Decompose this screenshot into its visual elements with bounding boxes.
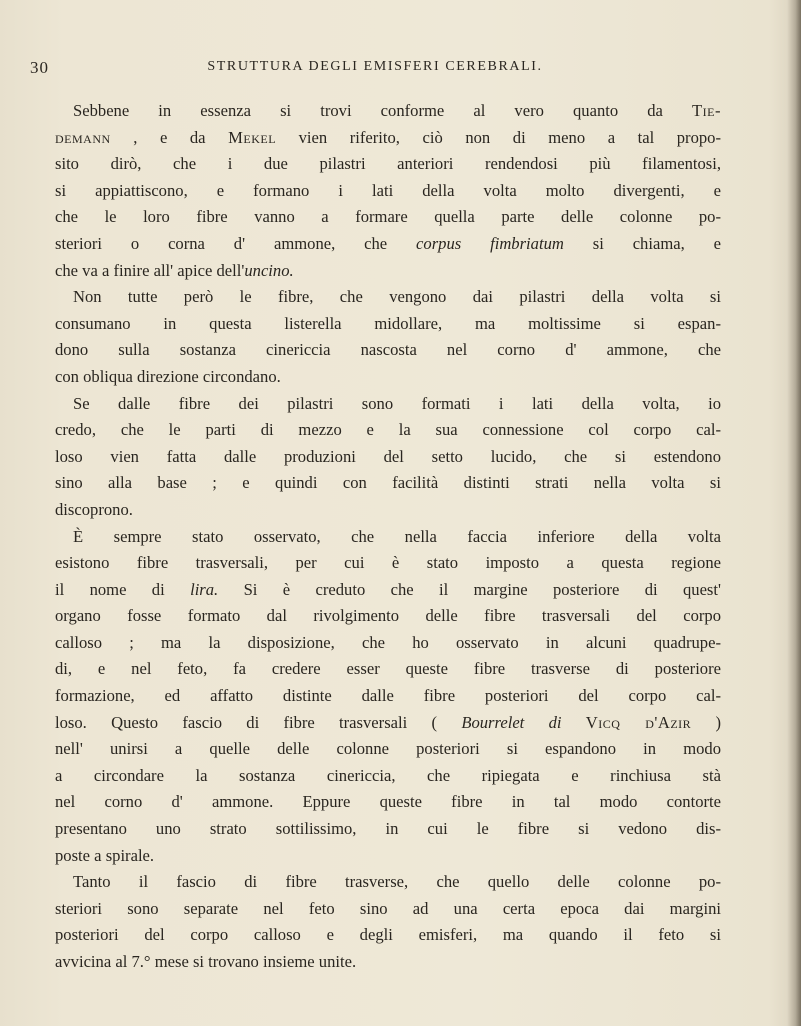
text-run: dono sulla sostanza cinericcia nascosta nel corno d' ammone, che xyxy=(55,340,721,360)
text-line xyxy=(55,603,721,630)
text-run: il nome di xyxy=(55,579,191,599)
text-run: credo, che le parti di mezzo e la sua connessione col corpo cal- xyxy=(55,420,721,440)
text-line xyxy=(55,125,721,152)
text-run: nel corno d' ammone. Eppure queste fibre in tal modo contorte xyxy=(55,792,721,812)
text-line xyxy=(55,98,721,125)
page-number: 30 xyxy=(30,58,49,77)
text-run: di, e nel feto, fa credere esser queste fibre trasverse di posteriore xyxy=(55,659,721,679)
text-line xyxy=(55,922,721,949)
text-line xyxy=(55,178,721,205)
text-line xyxy=(55,656,721,683)
text-run: steriori sono separate nel feto sino ad una certa epoca dai margini xyxy=(55,898,721,918)
text-line xyxy=(55,497,721,524)
text-run: esistono fibre trasversali, per cui è stato imposto a questa regione xyxy=(55,553,721,573)
text-line xyxy=(55,524,721,551)
text-line xyxy=(55,843,721,870)
text-run: Tanto il fascio di fibre trasverse, che quello delle colonne po- xyxy=(73,872,721,892)
text-run: Sebbene in essenza si trovi conforme al vero quanto da xyxy=(73,101,692,120)
text-run: calloso ; ma la disposizione, che ho osservato in alcuni quadrupe- xyxy=(55,632,721,652)
body-text xyxy=(55,98,721,976)
text-run: a circondare la sostanza cinericcia, che ripiegata e rinchiusa stà xyxy=(55,765,721,785)
page-edge-shadow xyxy=(787,0,801,1026)
text-run: che va a finire all' apice dell' xyxy=(55,260,245,280)
text-run: Non tutte però le fibre, che vengono dai pilastri della volta si xyxy=(73,287,721,307)
text-run: , e da xyxy=(110,127,229,147)
text-run: loso. Questo fascio di fibre trasversali ( xyxy=(55,712,462,732)
text-line xyxy=(55,337,721,364)
text-line xyxy=(55,763,721,790)
text-run: Se dalle fibre dei pilastri sono formati i lati della volta, io xyxy=(73,393,721,413)
text-run: presentano uno strato sottilissimo, in cui le fibre si vedono dis- xyxy=(55,819,721,839)
text-run xyxy=(561,713,585,732)
text-line xyxy=(55,470,721,497)
text-line xyxy=(55,417,721,444)
text-run: vien riferito, ciò non di meno a tal propo- xyxy=(276,127,722,147)
text-line xyxy=(55,311,721,338)
italic-term: Bourrelet di xyxy=(461,712,562,732)
text-line xyxy=(55,550,721,577)
text-run: sito dirò, che i due pilastri anteriori rendendosi più filamentosi, xyxy=(55,154,721,174)
italic-term: uncino. xyxy=(244,260,294,280)
text-line xyxy=(55,789,721,816)
text-line xyxy=(55,444,721,471)
text-line xyxy=(55,869,721,896)
text-line xyxy=(55,683,721,710)
text-line xyxy=(55,949,721,976)
text-line xyxy=(55,364,721,391)
text-run: che le loro fibre vanno a formare quella parte delle colonne po- xyxy=(55,207,721,227)
small-caps-name: demann xyxy=(55,127,111,147)
text-run: steriori o corna d' ammone, che xyxy=(55,233,417,253)
text-run: formazione, ed affatto distinte dalle fibre posteriori del corpo cal- xyxy=(55,686,721,706)
text-run: ) xyxy=(691,712,721,732)
text-line xyxy=(55,816,721,843)
text-line xyxy=(55,151,721,178)
text-run: È sempre stato osservato, che nella faccia inferiore della volta xyxy=(73,526,721,546)
italic-term: lira. xyxy=(190,579,219,599)
text-line xyxy=(55,896,721,923)
text-run: posteriori del corpo calloso e degli emisferi, ma quando il feto si xyxy=(55,925,721,945)
text-line xyxy=(55,204,721,231)
text-line xyxy=(55,258,721,285)
text-run: organo fosse formato dal rivolgimento delle fibre trasversali del corpo xyxy=(55,606,721,626)
text-line xyxy=(55,630,721,657)
text-run: sino alla base ; e quindi con facilità distinti strati nella volta si xyxy=(55,473,721,493)
text-line xyxy=(55,391,721,418)
text-run: nell' unirsi a quelle delle colonne posteriori si espandono in modo xyxy=(55,739,721,759)
text-run: si chiama, e xyxy=(563,233,721,253)
small-caps-name: Tie- xyxy=(692,101,721,120)
text-run: discoprono. xyxy=(55,499,133,519)
text-run: loso vien fatta dalle produzioni del setto lucido, che si estendono xyxy=(55,446,721,466)
text-line xyxy=(55,710,721,737)
text-line xyxy=(55,231,721,258)
small-caps-name: Vicq d'Azir xyxy=(585,712,692,732)
page-header xyxy=(30,58,720,80)
text-run: poste a spirale. xyxy=(55,845,155,865)
text-line xyxy=(55,284,721,311)
text-run: consumano in questa listerella midollare, ma moltissime si espan- xyxy=(55,313,721,333)
text-run: avvicina al 7.° mese si trovano insieme unite. xyxy=(55,952,357,971)
text-run: con obliqua direzione circondano. xyxy=(55,366,281,386)
text-line xyxy=(55,577,721,604)
text-run: Si è creduto che il margine posteriore di quest' xyxy=(218,579,721,599)
running-title: STRUTTURA DEGLI EMISFERI CEREBRALI. xyxy=(207,59,543,74)
small-caps-name: Mekel xyxy=(228,127,277,147)
text-run: si appiattiscono, e formano i lati della volta molto divergenti, e xyxy=(55,180,721,200)
italic-term: corpus fimbriatum xyxy=(416,233,564,253)
text-line xyxy=(55,736,721,763)
